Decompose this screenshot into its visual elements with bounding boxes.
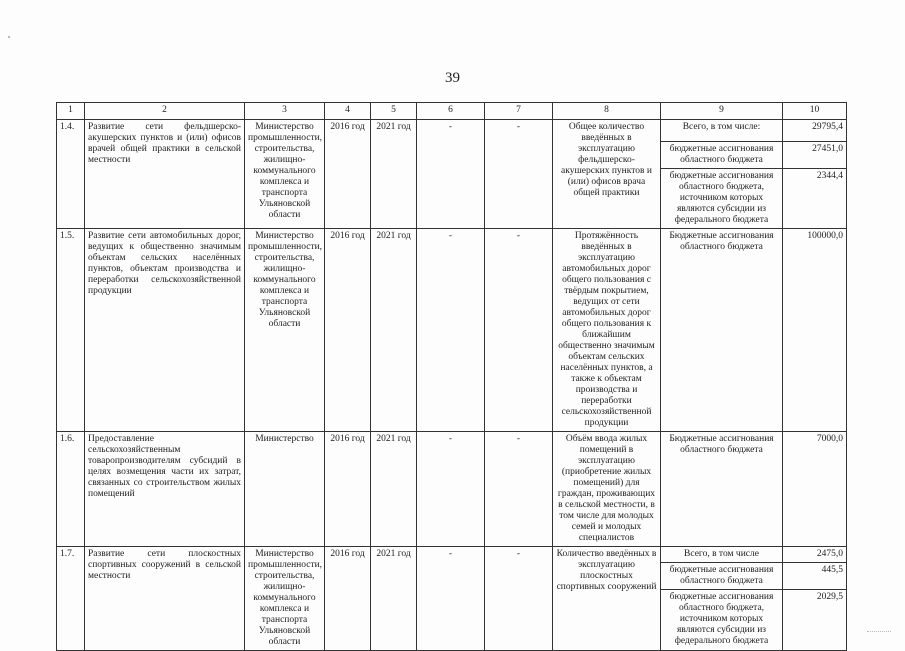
row-number: 1.5. [57, 229, 85, 432]
funding-source: бюджетные ассигнования областного бюджета, источником которых являются субсидии из федерального бюджета [661, 590, 783, 651]
header-cell: 8 [553, 103, 661, 120]
funding-source: бюджетные ассигнования областного бюджета [661, 563, 783, 590]
funding-source: Всего, в том числе [661, 547, 783, 563]
responsible-ministry: Министерство промышленности, строительства, жилищно-коммунального комплекса и транспорта Ульяновской области [245, 547, 325, 651]
measure-name: Развитие сети фельдшерско-акушерских пунктов и (или) офисов врачей общей практики в сельской местности [85, 120, 245, 229]
column-6-value: - [417, 432, 485, 547]
column-7-value: - [485, 120, 553, 229]
table-row [57, 120, 847, 142]
target-indicator: Протяжённость введённых в эксплуатацию автомобильных дорог общего пользования с твёрдым покрытием, ведущих от сети автомобильных дорог общего пользования к ближайшим общественно значимым объектам сельских населённых пунктов, а также к объектам производства и переработки сельскохозяйственной продукции [553, 229, 661, 432]
funding-amount: 7000,0 [783, 432, 847, 547]
responsible-ministry: Министерство [245, 432, 325, 547]
funding-amount: 2344,4 [783, 169, 847, 229]
scan-mark [867, 631, 891, 634]
funding-amount: 29795,4 [783, 120, 847, 142]
header-cell: 6 [417, 103, 485, 120]
responsible-ministry: Министерство промышленности, строительства, жилищно-коммунального комплекса и транспорта Ульяновской области [245, 229, 325, 432]
measure-name: Предоставление сельскохозяйственным товаропроизводителям субсидий в целях возмещения части их затрат, связанных со строительством жилых помещений [85, 432, 245, 547]
table-row [57, 432, 847, 547]
header-cell: 9 [661, 103, 783, 120]
start-year: 2016 год [325, 120, 371, 229]
header-cell: 7 [485, 103, 553, 120]
funding-amount: 27451,0 [783, 142, 847, 169]
responsible-ministry: Министерство промышленности, строительства, жилищно-коммунального комплекса и транспорта Ульяновской области [245, 120, 325, 229]
header-cell: 3 [245, 103, 325, 120]
row-number: 1.4. [57, 120, 85, 229]
program-table [56, 102, 847, 651]
header-cell: 10 [783, 103, 847, 120]
header-cell: 4 [325, 103, 371, 120]
column-6-value: - [417, 547, 485, 651]
measure-name: Развитие сети автомобильных дорог, ведущих к общественно значимым объектам сельских населённых пунктов, объектам производства и переработки сельскохозяйственной продукции [85, 229, 245, 432]
row-number: 1.7. [57, 547, 85, 651]
target-indicator: Количество введённых в эксплуатацию плоскостных спортивных сооружений [553, 547, 661, 651]
table-row [57, 229, 847, 432]
header-cell: 2 [85, 103, 245, 120]
end-year: 2021 год [371, 432, 417, 547]
table-row [57, 547, 847, 563]
column-6-value: - [417, 120, 485, 229]
end-year: 2021 год [371, 120, 417, 229]
end-year: 2021 год [371, 229, 417, 432]
row-number: 1.6. [57, 432, 85, 547]
header-row [57, 103, 847, 120]
column-7-value: - [485, 547, 553, 651]
measure-name: Развитие сети плоскостных спортивных сооружений в сельской местности [85, 547, 245, 651]
funding-amount: 445,5 [783, 563, 847, 590]
funding-source: бюджетные ассигнования областного бюджета, источником которых являются субсидии из федерального бюджета [661, 169, 783, 229]
start-year: 2016 год [325, 432, 371, 547]
column-7-value: - [485, 432, 553, 547]
page-number: 39 [445, 70, 460, 86]
column-6-value: - [417, 229, 485, 432]
start-year: 2016 год [325, 229, 371, 432]
funding-amount: 2029,5 [783, 590, 847, 651]
funding-source: Бюджетные ассигнования областного бюджета [661, 229, 783, 432]
header-cell: 1 [57, 103, 85, 120]
target-indicator: Общее количество введённых в эксплуатацию фельдшерско-акушерских пунктов и (или) офисов врача общей практики [553, 120, 661, 229]
funding-source: Бюджетные ассигнования областного бюджета [661, 432, 783, 547]
end-year: 2021 год [371, 547, 417, 651]
target-indicator: Объём ввода жилых помещений в эксплуатацию (приобретение жилых помещений) для граждан, проживающих в сельской местности, в том числе для молодых семей и молодых специалистов [553, 432, 661, 547]
funding-amount: 2475,0 [783, 547, 847, 563]
column-7-value: - [485, 229, 553, 432]
scan-speck [8, 36, 10, 38]
funding-source: бюджетные ассигнования областного бюджета [661, 142, 783, 169]
funding-source: Всего, в том числе: [661, 120, 783, 142]
header-cell: 5 [371, 103, 417, 120]
funding-amount: 100000,0 [783, 229, 847, 432]
start-year: 2016 год [325, 547, 371, 651]
